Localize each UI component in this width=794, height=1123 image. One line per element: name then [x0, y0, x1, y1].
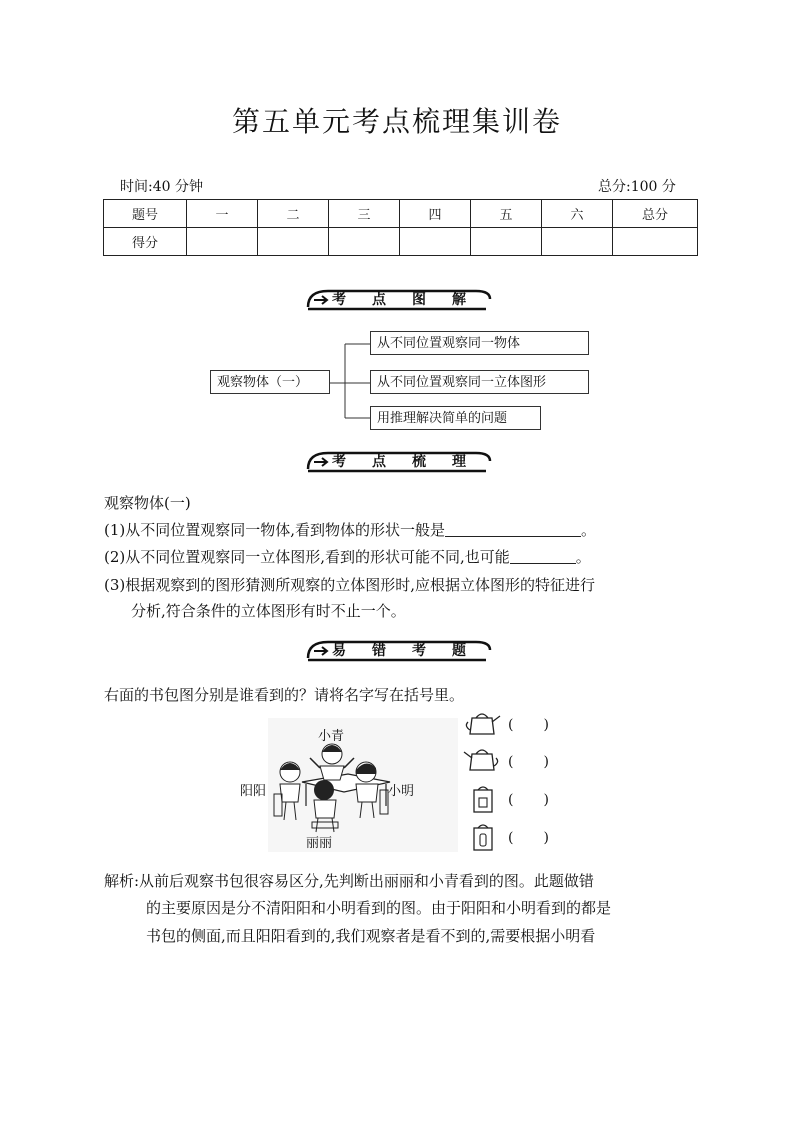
table-cell: 五 — [471, 200, 542, 228]
answer-paren[interactable]: ( ) — [508, 830, 549, 846]
total-score: 总分:100 分 — [598, 179, 676, 195]
score-cell[interactable] — [471, 228, 542, 256]
backpack-views — [462, 708, 572, 858]
summary-item-end: 。 — [581, 521, 597, 539]
score-cell[interactable] — [258, 228, 329, 256]
question-text: 右面的书包图分别是谁看到的？请将名字写在括号里。 — [104, 686, 465, 704]
answer-blank[interactable] — [445, 520, 581, 537]
backpack-side-view-icon — [462, 708, 502, 742]
answer-paren[interactable]: ( ) — [508, 717, 549, 733]
summary-item-3-line2: 分析,符合条件的立体图形有时不止一个。 — [131, 602, 406, 620]
name-label-right: 小明 — [388, 784, 415, 799]
children-around-table-icon — [240, 710, 458, 852]
summary-item-3-line1: (3)根据观察到的图形猜测所观察的立体图形时,应根据立体图形的特征进行 — [104, 576, 596, 594]
name-label-left: 阳阳 — [240, 784, 267, 799]
answer-paren[interactable]: ( ) — [508, 754, 549, 770]
section-banner-errors — [300, 638, 494, 664]
backpack-back-view-icon — [466, 820, 500, 854]
mindmap-branch: 从不同位置观察同一立体图形 — [370, 370, 589, 394]
banner-title: 考点梳理 — [332, 454, 492, 470]
table-cell: 总分 — [613, 200, 698, 228]
summary-item-2 — [104, 545, 591, 570]
table-cell: 得分 — [104, 228, 187, 256]
summary-item-text: (2)从不同位置观察同一立体图形,看到的形状可能不同,也可能 — [104, 548, 510, 566]
table-cell: 四 — [400, 200, 471, 228]
analysis-line-2: 的主要原因是分不清阳阳和小明看到的图。由于阳阳和小明看到的都是 — [146, 899, 612, 917]
children-table-illustration — [240, 710, 458, 852]
mindmap-branch: 从不同位置观察同一物体 — [370, 331, 589, 355]
backpack-side-view-mirrored-icon — [462, 744, 502, 778]
analysis-line-1: 解析:从前后观察书包很容易区分,先判断出丽丽和小青看到的图。此题做错 — [104, 872, 594, 890]
mindmap-root: 观察物体（一） — [210, 370, 330, 394]
summary-item-1 — [104, 518, 596, 543]
score-cell[interactable] — [400, 228, 471, 256]
analysis-line-3: 书包的侧面,而且阳阳看到的,我们观察者是看不到的,需要根据小明看 — [146, 927, 596, 945]
mindmap-branch: 用推理解决简单的问题 — [370, 406, 541, 430]
page-title: 第五单元考点梳理集训卷 — [231, 105, 562, 138]
name-label-top: 小青 — [318, 729, 345, 744]
score-cell[interactable] — [542, 228, 613, 256]
table-cell: 题号 — [104, 200, 187, 228]
section-banner-diagram — [300, 287, 494, 313]
table-cell: 三 — [329, 200, 400, 228]
score-cell[interactable] — [329, 228, 400, 256]
table-cell: 一 — [187, 200, 258, 228]
answer-paren[interactable]: ( ) — [508, 792, 549, 808]
table-cell: 六 — [542, 200, 613, 228]
summary-heading: 观察物体(一) — [104, 494, 191, 512]
answer-blank[interactable] — [510, 547, 576, 564]
time-limit: 时间:40 分钟 — [120, 179, 203, 195]
backpack-front-view-icon — [466, 782, 500, 816]
summary-item-text: (1)从不同位置观察同一物体,看到物体的形状一般是 — [104, 521, 446, 539]
summary-item-end: 。 — [575, 548, 591, 566]
name-label-bottom: 丽丽 — [306, 836, 333, 851]
banner-title: 考点图解 — [332, 292, 492, 308]
score-table — [103, 199, 698, 256]
section-banner-summary — [300, 449, 494, 475]
table-cell: 二 — [258, 200, 329, 228]
banner-title: 易错考题 — [332, 643, 492, 659]
score-table-header-row — [104, 200, 698, 228]
score-cell[interactable] — [613, 228, 698, 256]
score-table-score-row — [104, 228, 698, 256]
score-cell[interactable] — [187, 228, 258, 256]
